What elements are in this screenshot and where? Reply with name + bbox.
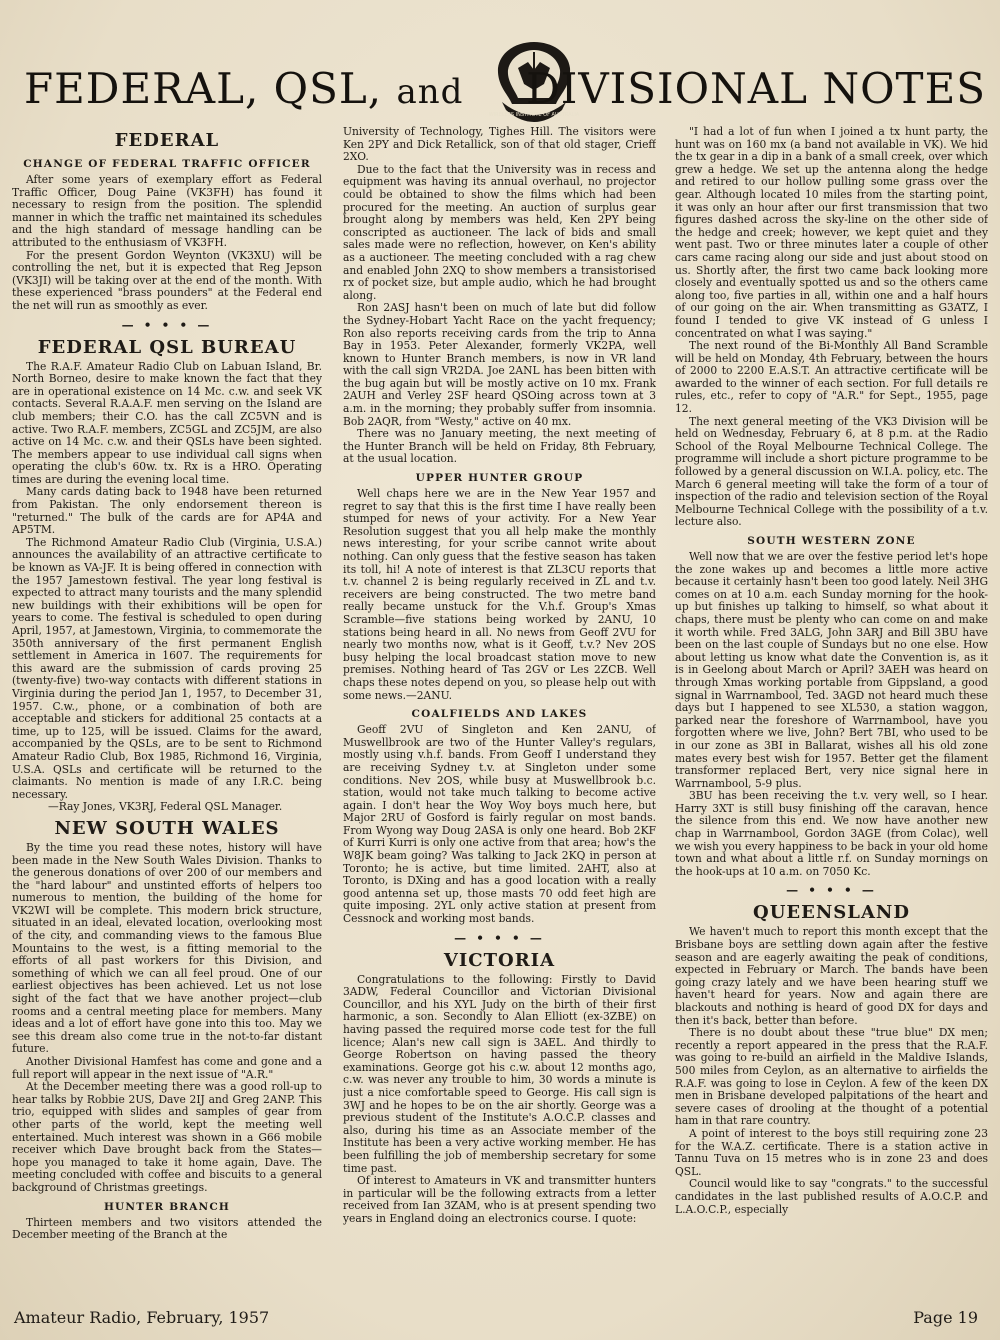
- paragraph: Ron 2ASJ hasn't been on much of late but did follow the Sydney-Hobart Yacht Race on the yacht frequency; Ron also reports receiving cards from the trip to Anna Bay in 1953. Peter Alexander, formerly VK2PA, well known to Hunter Branch members, is now in VR land with the call sign VR2DA. Joe 2ANL has been bitten with the bug again but will be mostly active on 10 mx. Frank 2AUH and Verley 2SF heard QSOing across town at 3 a.m. in the morning; they probably suffer from insomnia. Bob 2AQR, from "Westy," active on 40 mx.: [343, 301, 656, 428]
- qsl-bureau-heading: FEDERAL QSL BUREAU: [37, 336, 297, 358]
- queensland-heading: QUEENSLAND: [753, 902, 910, 924]
- masthead-and: and: [396, 72, 464, 112]
- paragraph: Geoff 2VU of Singleton and Ken 2ANU, of Muswellbrook are two of the Hunter Valley's regulars, mostly using v.h.f. bands. From Geoff I understand they are receiving Sydney t.v. at Singleton under some conditions. Nev 2OS, while busy at Muswellbrook b.c. station, would not take much talking to become active again. I don't hear the Woy Woy boys much here, but Major 2RU of Gosford is fairly regular on most bands. From Wyong way Doug 2ASA is only one heard. Bob 2KF of Kurri Kurri is only one active from that area; how's the W8JK beam going? Was talking to Jack 2KQ in person at Toronto; he is active, but time limited. 2AHT, also at Toronto, is DXing and has a good location with a really good antenna set up, those masts 70 odd feet high are quite imposing. 2YL only active station at present from Cessnock and working most bands.: [343, 723, 656, 926]
- masthead: [18, 38, 986, 124]
- paragraph: Well chaps here we are in the New Year 1957 and regret to say that this is the first time I have really been stumped for news of your activity. For a New Year Resolution suggest that you all help make the monthly news interesting, for your scribe cannot write about nothing. Can only guess that the festive season has taken its toll, hi! A note of interest is that ZL3CU reports that t.v. channel 2 is being regularly received in ZL and t.v. receivers are being constructed. The two metre band really became unstuck for the V.h.f. Group's Xmas Scramble—five stations being worked by 2ANU, 10 stations being heard in all. No news from Geoff 2VU for nearly two months now, what is it Geoff, t.v.? Nev 2OS busy helping the local broadcast station move to new premises. Nothing heard of Tas 2GV or Les 2ZCB. Well chaps these notes depend on you, so please help out with some news.—2ANU.: [343, 487, 656, 702]
- column-3: [675, 126, 988, 1300]
- section-separator: — • • • —: [786, 883, 877, 898]
- hunter-branch-heading: HUNTER BRANCH: [103, 1200, 231, 1213]
- paragraph: The next general meeting of the VK3 Division will be held on Wednesday, February 6, at 8 p.m. at the Radio School of the Royal Melbourne Technical College. The programme will include a short picture programme to be followed by a general discussion on W.I.A. policy, etc. The March 6 general meeting will take the form of a tour of inspection of the radio and television section of the Royal Melbourne Technical College with the possibility of a t.v. lecture also.: [675, 414, 988, 529]
- paragraph: The next round of the Bi-Monthly All Band Scramble will be held on Monday, 4th February, between the hours of 2000 to 2200 E.A.S.T. An attractive certificate will be awarded to the winner of each section. For full details re rules, etc., refer to copy of "A.R." for Sept., 1955, page 12.: [675, 339, 988, 416]
- paragraph: Well now that we are over the festive period let's hope the zone wakes up and becomes a little more active because it certainly hasn't been too good lately. Neil 3HG comes on at 10 a.m. each Sunday morning for the hook-up but finishes up talking to himself, so what about it chaps, there must be plenty who can come on and make it worth while. Fred 3ALG, John 3ARJ and Bill 3BU have been on the last couple of Sundays but no one else. How about letting us know what date the Convention is, as it is in Geelong about March or April? 3AEH was heard on through Xmas working portable from Gippsland, a good signal in Warrnambool, Ted. 3AGD not heard much these days but I happened to see XL530, a station waggon, parked near the foreshore of Warrnambool, have you forgotten where we live, John? Bert 7BI, who used to be in our zone as 3BI in Ballarat, wishes all his old zone mates every best wish for 1957. Better get the filament transformer replaced Bert, very nice signal here in Warrnambool, 5-9 plus.: [675, 550, 988, 790]
- masthead-left-title: [24, 64, 463, 113]
- column-2: [343, 126, 656, 1300]
- masthead-right-title: DIVISIONAL NOTES: [526, 64, 986, 113]
- upper-hunter-heading: UPPER HUNTER GROUP: [415, 472, 584, 485]
- paragraph: A point of interest to the boys still requiring zone 23 for the W.A.Z. certificate. There is a station active in Tannu Tuva on 15 metres who is in zone 23 and does QSL.: [675, 1126, 988, 1178]
- paragraph: The Richmond Amateur Radio Club (Virginia, U.S.A.) announces the availability of an attractive certificate to be known as VA-JF. It is being offered in connection with the 1957 Jamestown festival. The year long festival is expected to attract many tourists and the many splendid new buildings with their exhibitions will be open for years to come. The festival is scheduled to open during April, 1957, at Jamestown, Virginia, to commemorate the 350th anniversary of the first permanent English settlement in America in 1607. The requirements for this award are the submission of cards proving 25 (twenty-five) two-way contacts with different stations in Virginia during the period Jan 1, 1957, to December 31, 1957. C.w., phone, or a combination of both are acceptable and stickers for additional 25 contacts at a time, up to 125, will be issued. Claims for the award, accompanied by the QSLs, are to be sent to Richmond Amateur Radio Club, Box 1985, Richmond 16, Virginia, U.S.A. QSLs and certificate will be returned to the claimants. No mention is made of any I.R.C. being necessary.: [12, 535, 322, 801]
- nsw-heading: NEW SOUTH WALES: [54, 817, 280, 839]
- paragraph: There is no doubt about these "true blue" DX men; recently a report appeared in the press that the R.A.F. was going to re-build an airfield in the Maldive Islands, 500 miles from Ceylon, as an alternative to airfields the R.A.F. was going to lose in Ceylon. A few of the keen DX men in Brisbane developed palpitations of the heart and severe cases of drooling at the thought of a potential ham in that rare country.: [675, 1026, 988, 1128]
- paragraph: There was no January meeting, the next meeting of the Hunter Branch will be held on Friday, 8th February, at the usual location.: [343, 427, 656, 466]
- paragraph: Many cards dating back to 1948 have been returned from Pakistan. The only endorsement thereon is "returned." The bulk of the cards are for AP4A and AP5TM.: [12, 485, 322, 537]
- paragraph: Another Divisional Hamfest has come and gone and a full report will appear in the next issue of "A.R.": [12, 1055, 322, 1081]
- federal-subheading: CHANGE OF FEDERAL TRAFFIC OFFICER: [23, 158, 311, 170]
- paragraph: By the time you read these notes, history will have been made in the New South Wales Division. Thanks to the generous donations of over 200 of our members and the "hard labour" and unstinted efforts of helpers too numerous to mention, the building of the home for VK2WI will be complete. This modern brick structure, situated in an ideal, elevated location, overlooking most of the city, and commanding views to the famous Blue Mountains to the west, is a fitting memorial to the efforts of all past workers for this Division, and something of which we can all feel proud. One of our earliest objectives has been achieved. Let us not lose sight of the fact that we have another project—club rooms and a central meeting place for members. Many ideas and a lot of effort have gone into this too. May we see this dream also come true in the not-to-far distant future.: [12, 840, 322, 1056]
- paragraph: After some years of exemplary effort as Federal Traffic Officer, Doug Paine (VK3FH) has found it necessary to resign from the position. The splendid manner in which the traffic net maintained its schedules and the high standard of message handling can be attributed to the enthusiasm of VK3FH.: [12, 173, 322, 249]
- south-western-zone-heading: SOUTH WESTERN ZONE: [747, 535, 916, 547]
- paragraph: University of Technology, Tighes Hill. The visitors were Ken 2PY and Dick Retallick, son of that old stager, Crieff 2XO.: [343, 126, 656, 164]
- section-separator: — • • • —: [121, 317, 213, 332]
- section-separator: — • • • —: [454, 930, 545, 945]
- paragraph: "I had a lot of fun when I joined a tx hunt party, the hunt was on 160 mx (a band not available in VK). We hid the tx gear in a dip in a bank of a small creek, over which grew a hedge. We set up the antenna along the hedge and retired to our hollow pulling some grass over the gear. Although located 10 miles from the starting point, it was only an hour after our first transmission that two figures dashed across the sky-line on the other side of the hedge and creek; however, we kept quiet and they went past. Two or three minutes later a couple of other cars came racing along our side and just about stood on us. Shortly after, the first two came back looking more closely and eventually spotted us and so the others came along too, five parties in all, within one and a half hours of our going on the air. When transmitting as G3ATZ, I found I tended to give VK instead of G unless I concentrated on what I was saying.": [675, 126, 988, 340]
- paragraph: Due to the fact that the University was in recess and equipment was having its annual overhaul, no projector could be obtained to show the films which had been procured for the meeting. An auction of surplus gear brought along by members was held, Ken 2PY being conscripted as auctioneer. The lack of bids and small sales made were no reflection, however, on Ken's ability as a auctioneer. The meeting concluded with a rag chew and enabled John 2XQ to show members a transistorised rx of pocket size, but ample audio, which he had brought along.: [343, 162, 656, 302]
- page-footer: [14, 1308, 986, 1334]
- victoria-heading: VICTORIA: [443, 949, 556, 971]
- paragraph: For the present Gordon Weynton (VK3XU) will be controlling the net, but it is expected that Reg Jepson (VK3JI) will be taking over at the end of the month. With these experienced "brass pounders" at the Federal end the net will run as smoothly as ever.: [12, 248, 322, 312]
- coalfields-heading: COALFIELDS AND LAKES: [411, 708, 588, 721]
- publication-info: Amateur Radio, February, 1957: [14, 1308, 270, 1327]
- masthead-left-text: FEDERAL, QSL,: [24, 64, 383, 113]
- paragraph: 3BU has been receiving the t.v. very well, so I hear. Harry 3XT is still busy finishing off the caravan, hence the silence from this end. We now have another new chap in Warrnambool, Gordon 3AGE (from Colac), well we wish you every happiness to be back in your old home town and what about a little r.f. on Sunday mornings on the hook-ups at 10 a.m. on 7050 Kc.: [675, 789, 988, 878]
- paragraph: Thirteen members and two visitors attended the December meeting of the Branch at the: [12, 1215, 322, 1242]
- paragraph: Congratulations to the following: Firstly to David 3ADW, Federal Councillor and Victorian Divisional Councillor, and his XYL Judy on the birth of their first harmonic, a son. Secondly to Alan Elliott (ex-3ZBE) on having passed the required morse code test for the full licence; Alan's new call sign is 3AEL. And thirdly to George Robertson on having passed the theory examinations. George got his c.w. about 12 months ago, c.w. was never any trouble to him, 30 words a minute is just a nice comfortable speed to George. His call sign is 3WJ and he hopes to be on the air shortly. George was a previous student of the Institute's A.O.C.P. classes and also, during his time as an Associate member of the Institute has been a very active working member. He has been fulfilling the job of membership secretary for some time past.: [343, 972, 656, 1175]
- paragraph: Of interest to Amateurs in VK and transmitter hunters in particular will be the following extracts from a letter received from Ian 3ZAM, who is at present spending two years in England doing an electronics course. I quote:: [343, 1174, 656, 1225]
- paragraph: The R.A.F. Amateur Radio Club on Labuan Island, Br. North Borneo, desire to make known the fact that they are in operational existence on 14 Mc. c.w. and seek VK contacts. Several R.A.A.F. men serving on the Island are club members; their C.O. has the call ZC5VN and is active. Two R.A.F. members, ZC5GL and ZC5JM, are also active on 14 Mc. c.w. and their QSLs have been sighted. The members appear to use individual call signs when operating the club's 60w. tx. Rx is a HRO. Operating times are during the evening local time.: [12, 359, 322, 486]
- paragraph: Council would like to say "congrats." to the successful candidates in the last published results of A.O.C.P. and L.A.O.C.P., especially: [675, 1177, 988, 1216]
- column-1: [12, 126, 322, 1300]
- emblem-text: WIRELESS INSTITUTE OF AUSTRALIA: [488, 112, 580, 118]
- paragraph: We haven't much to report this month except that the Brisbane boys are settling down again after the festive season and are eagerly awaiting the peak of conditions, expected in February or March. The bands have been going crazy lately and we have been hearing stuff we haven't heard for years. Now and again there are blackouts and nothing is heard of good DX for days and then it's back, better than before.: [675, 925, 988, 1027]
- page-number: Page 19: [913, 1308, 978, 1327]
- signature: —Ray Jones, VK3RJ, Federal QSL Manager.: [48, 800, 283, 814]
- federal-heading: FEDERAL: [114, 130, 220, 151]
- paragraph: At the December meeting there was a good roll-up to hear talks by Robbie 2US, Dave 2IJ and Greg 2ANP. This trio, equipped with slides and samples of gear from other parts of the world, kept the meeting well entertained. Much interest was shown in a G66 mobile receiver which Dave brought back from the States—hope you managed to take it home again, Dave. The meeting concluded with coffee and biscuits to a general background of Christmas greetings.: [12, 1080, 322, 1194]
